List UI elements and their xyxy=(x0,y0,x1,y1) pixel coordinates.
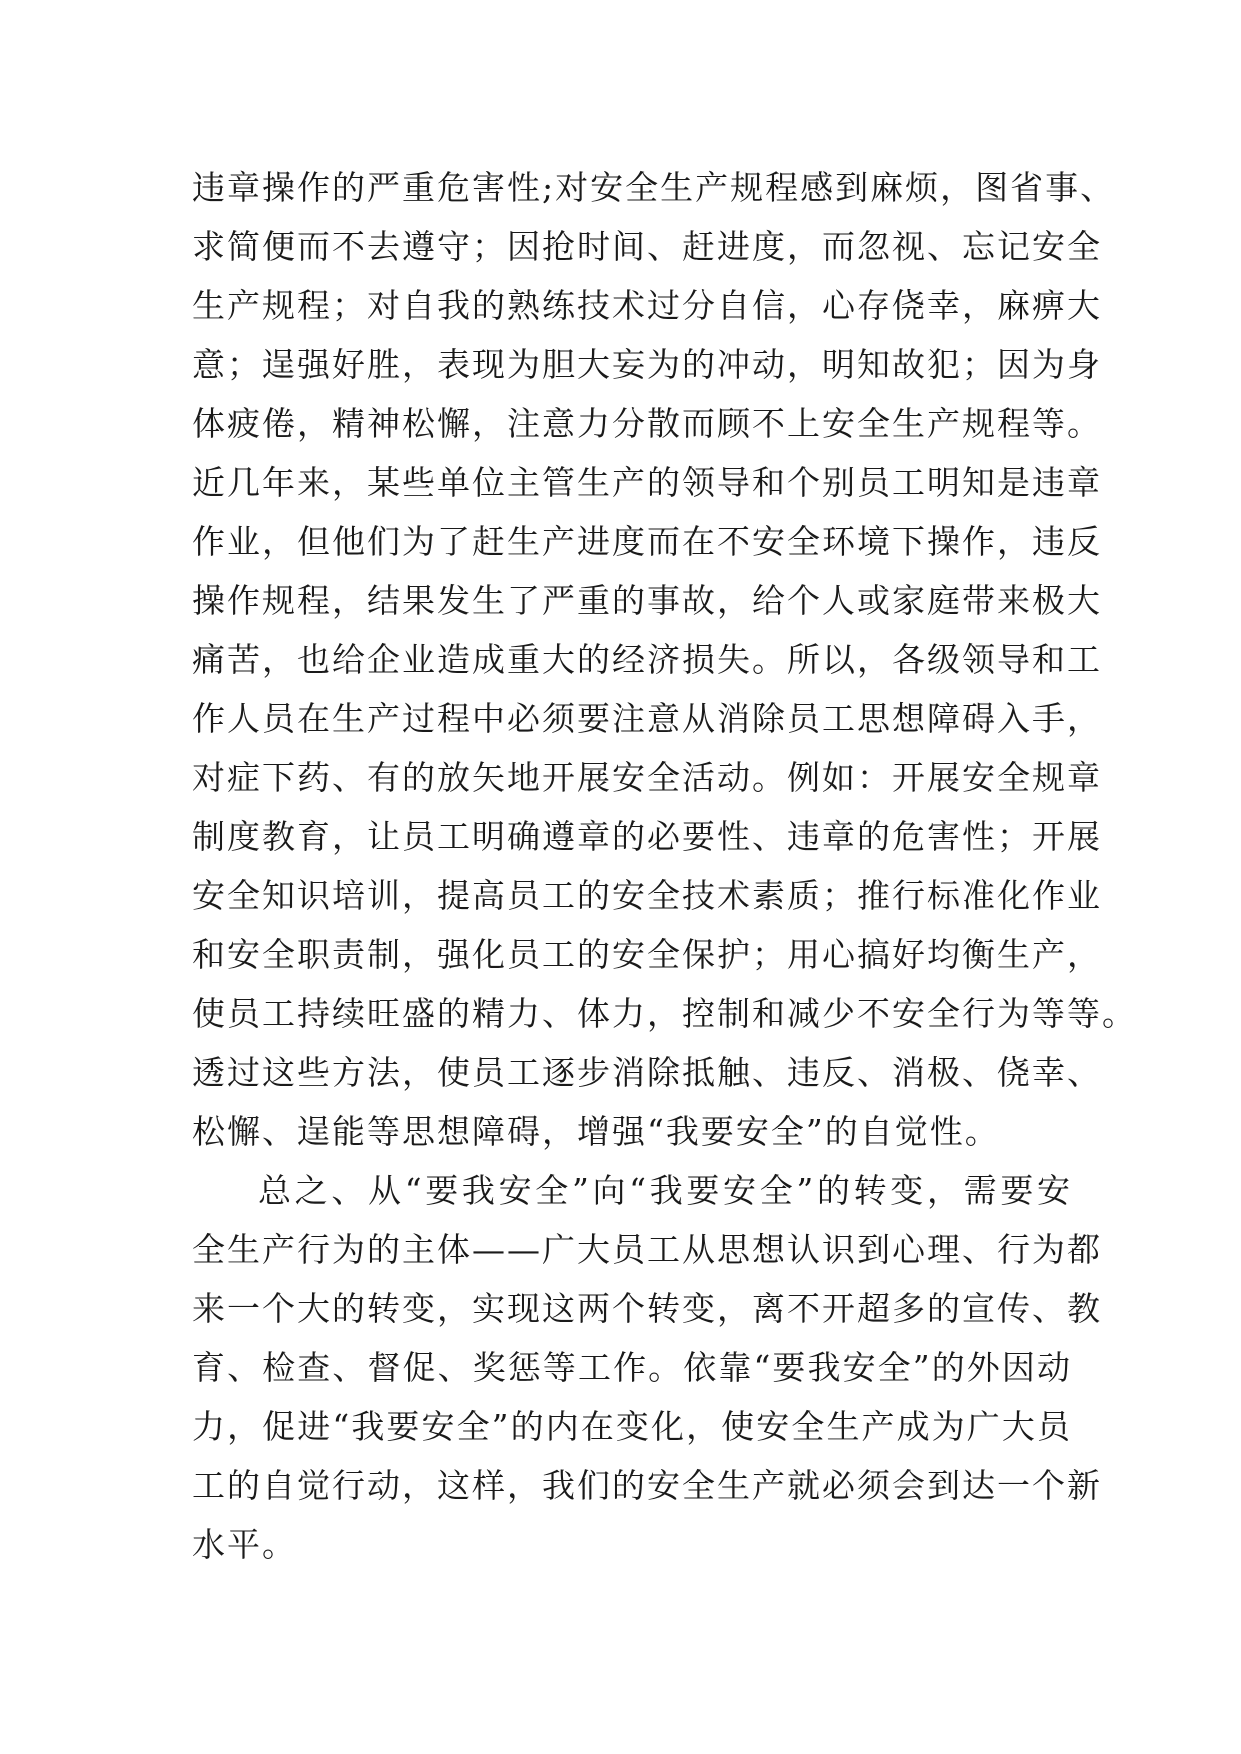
text-line: 制度教育，让员工明确遵章的必要性、违章的危害性；开展 xyxy=(192,817,1102,856)
text-line: 力，促进“我要安全”的内在变化，使安全生产成为广大员 xyxy=(192,1407,1072,1446)
text-line: 和安全职责制，强化员工的安全保护；用心搞好均衡生产， xyxy=(192,935,1102,974)
text-line: 操作规程，结果发生了严重的事故，给个人或家庭带来极大 xyxy=(192,581,1102,620)
text-line: 使员工持续旺盛的精力、体力，控制和减少不安全行为等等。 xyxy=(192,994,1137,1033)
text-line: 违章操作的严重危害性;对安全生产规程感到麻烦，图省事、 xyxy=(192,168,1116,207)
paragraph-2 xyxy=(192,1161,1102,1574)
text-line: 作业，但他们为了赶生产进度而在不安全环境下操作，违反 xyxy=(192,522,1102,561)
text-line: 松懈、逞能等思想障碍，增强“我要安全”的自觉性。 xyxy=(192,1112,1000,1151)
text-line: 透过这些方法，使员工逐步消除抵触、违反、消极、侥幸、 xyxy=(192,1053,1102,1092)
text-line: 体疲倦，精神松懈，注意力分散而顾不上安全生产规程等。 xyxy=(192,404,1102,443)
document-body xyxy=(192,158,1137,1574)
text-line: 意；逞强好胜，表现为胆大妄为的冲动，明知故犯；因为身 xyxy=(192,345,1102,384)
text-line: 工的自觉行动，这样，我们的安全生产就必须会到达一个新 xyxy=(192,1466,1102,1505)
text-line: 近几年来，某些单位主管生产的领导和个别员工明知是违章 xyxy=(192,463,1102,502)
text-line: 痛苦，也给企业造成重大的经济损失。所以，各级领导和工 xyxy=(192,640,1102,679)
text-line: 育、检查、督促、奖惩等工作。依靠“要我安全”的外因动 xyxy=(192,1348,1072,1387)
text-line: 求简便而不去遵守；因抢时间、赶进度，而忽视、忘记安全 xyxy=(192,227,1102,266)
text-line: 对症下药、有的放矢地开展安全活动。例如：开展安全规章 xyxy=(192,758,1102,797)
text-line: 安全知识培训，提高员工的安全技术素质；推行标准化作业 xyxy=(192,876,1102,915)
text-line: 总之、从“要我安全”向“我要安全”的转变，需要安 xyxy=(258,1171,1072,1210)
text-line: 生产规程；对自我的熟练技术过分自信，心存侥幸，麻痹大 xyxy=(192,286,1102,325)
paragraph-1 xyxy=(192,158,1137,1161)
text-line: 全生产行为的主体——广大员工从思想认识到心理、行为都 xyxy=(192,1230,1102,1269)
text-line: 来一个大的转变，实现这两个转变，离不开超多的宣传、教 xyxy=(192,1289,1102,1328)
text-line: 水平。 xyxy=(192,1525,297,1564)
text-line: 作人员在生产过程中必须要注意从消除员工思想障碍入手， xyxy=(192,699,1102,738)
